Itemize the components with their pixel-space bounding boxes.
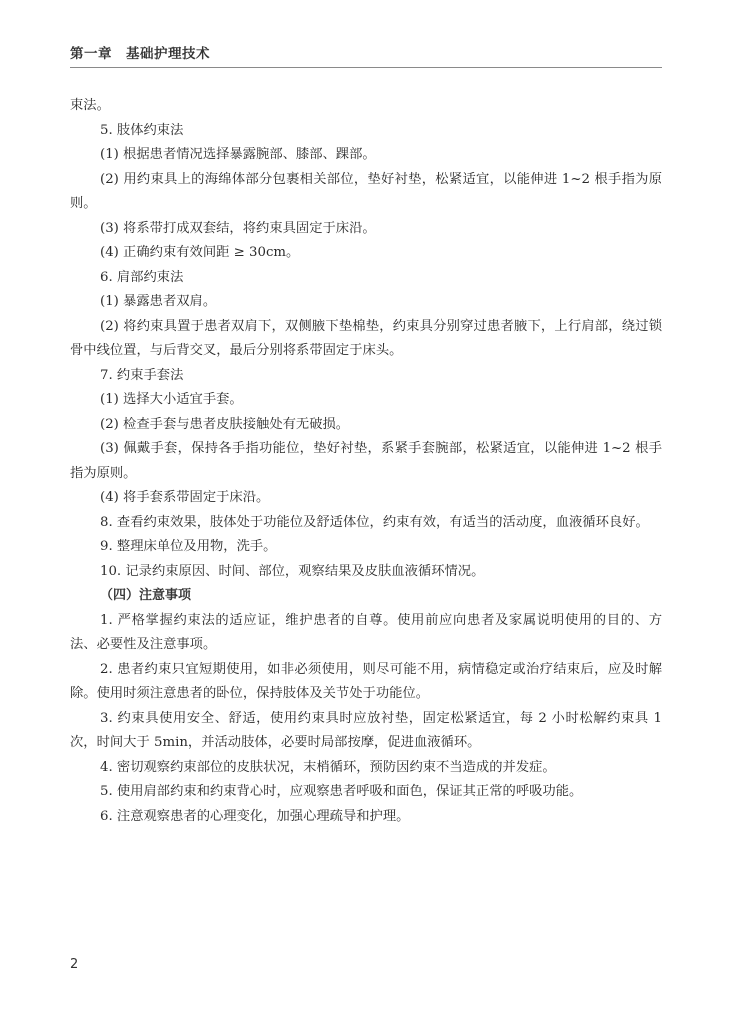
paragraph: (1) 选择大小适宜手套。	[100, 392, 243, 407]
running-header	[70, 42, 210, 62]
paragraph: 1. 严格掌握约束法的适应证，维护患者的自尊。使用前应向患者及家属说明使用的目的、方法、必要性及注意事项。	[70, 612, 662, 652]
paragraph: 5. 使用肩部约束和约束背心时，应观察患者呼吸和面色，保证其正常的呼吸功能。	[100, 784, 583, 799]
paragraph: 6. 注意观察患者的心理变化，加强心理疏导和护理。	[100, 808, 410, 824]
chapter-label: 第一章	[70, 46, 112, 62]
paragraph: (3) 将系带打成双套结，将约束具固定于床沿。	[100, 220, 376, 236]
page-number: 2	[70, 957, 79, 972]
paragraph: 9. 整理床单位及用物，洗手。	[100, 539, 277, 554]
paragraph: 8. 查看约束效果，肢体处于功能位及舒适体位，约束有效，有适当的活动度，血液循环良好。	[100, 514, 649, 530]
paragraph: (2) 将约束具置于患者双肩下，双侧腋下垫棉垫，约束具分别穿过患者腋下，上行肩部，绕过锁骨中线位置，与后背交叉，最后分别将系带固定于床头。	[70, 318, 662, 358]
paragraph: (2) 用约束具上的海绵体部分包裹相关部位，垫好衬垫，松紧适宜，以能伸进 1~2 根手指为原则。	[70, 171, 662, 211]
paragraph: 束法。	[70, 98, 110, 113]
paragraph: (4) 正确约束有效间距 ≥ 30cm。	[100, 245, 300, 260]
section-heading: （四）注意事项	[100, 588, 192, 603]
paragraph: 4. 密切观察约束部位的皮肤状况，末梢循环，预防因约束不当造成的并发症。	[100, 759, 556, 775]
paragraph: 2. 患者约束只宜短期使用，如非必须使用，则尽可能不用，病情稳定或治疗结束后，应及时解除。使用时须注意患者的卧位，保持肢体及关节处于功能位。	[70, 661, 662, 701]
header-divider	[70, 67, 662, 68]
chapter-title: 基础护理技术	[126, 46, 210, 62]
paragraph: 3. 约束具使用安全、舒适，使用约束具时应放衬垫，固定松紧适宜，每 2 小时松解约束具 1 次，时间大于 5min，并活动肢体，必要时局部按摩，促进血液循环。	[70, 710, 662, 750]
paragraph: (2) 检查手套与患者皮肤接触处有无破损。	[100, 416, 350, 432]
paragraph: (1) 暴露患者双肩。	[100, 294, 217, 309]
paragraph: 7. 约束手套法	[100, 367, 184, 383]
paragraph: 10. 记录约束原因、时间、部位，观察结果及皮肤血液循环情况。	[100, 563, 485, 579]
paragraph: (1) 根据患者情况选择暴露腕部、膝部、踝部。	[100, 147, 376, 162]
paragraph: (3) 佩戴手套，保持各手指功能位，垫好衬垫，系紧手套腕部，松紧适宜，以能伸进 1~2 根手指为原则。	[70, 441, 662, 481]
paragraph: 5. 肢体约束法	[100, 122, 184, 138]
paragraph: 6. 肩部约束法	[100, 269, 184, 285]
body-text	[70, 94, 662, 829]
paragraph: (4) 将手套系带固定于床沿。	[100, 490, 270, 505]
